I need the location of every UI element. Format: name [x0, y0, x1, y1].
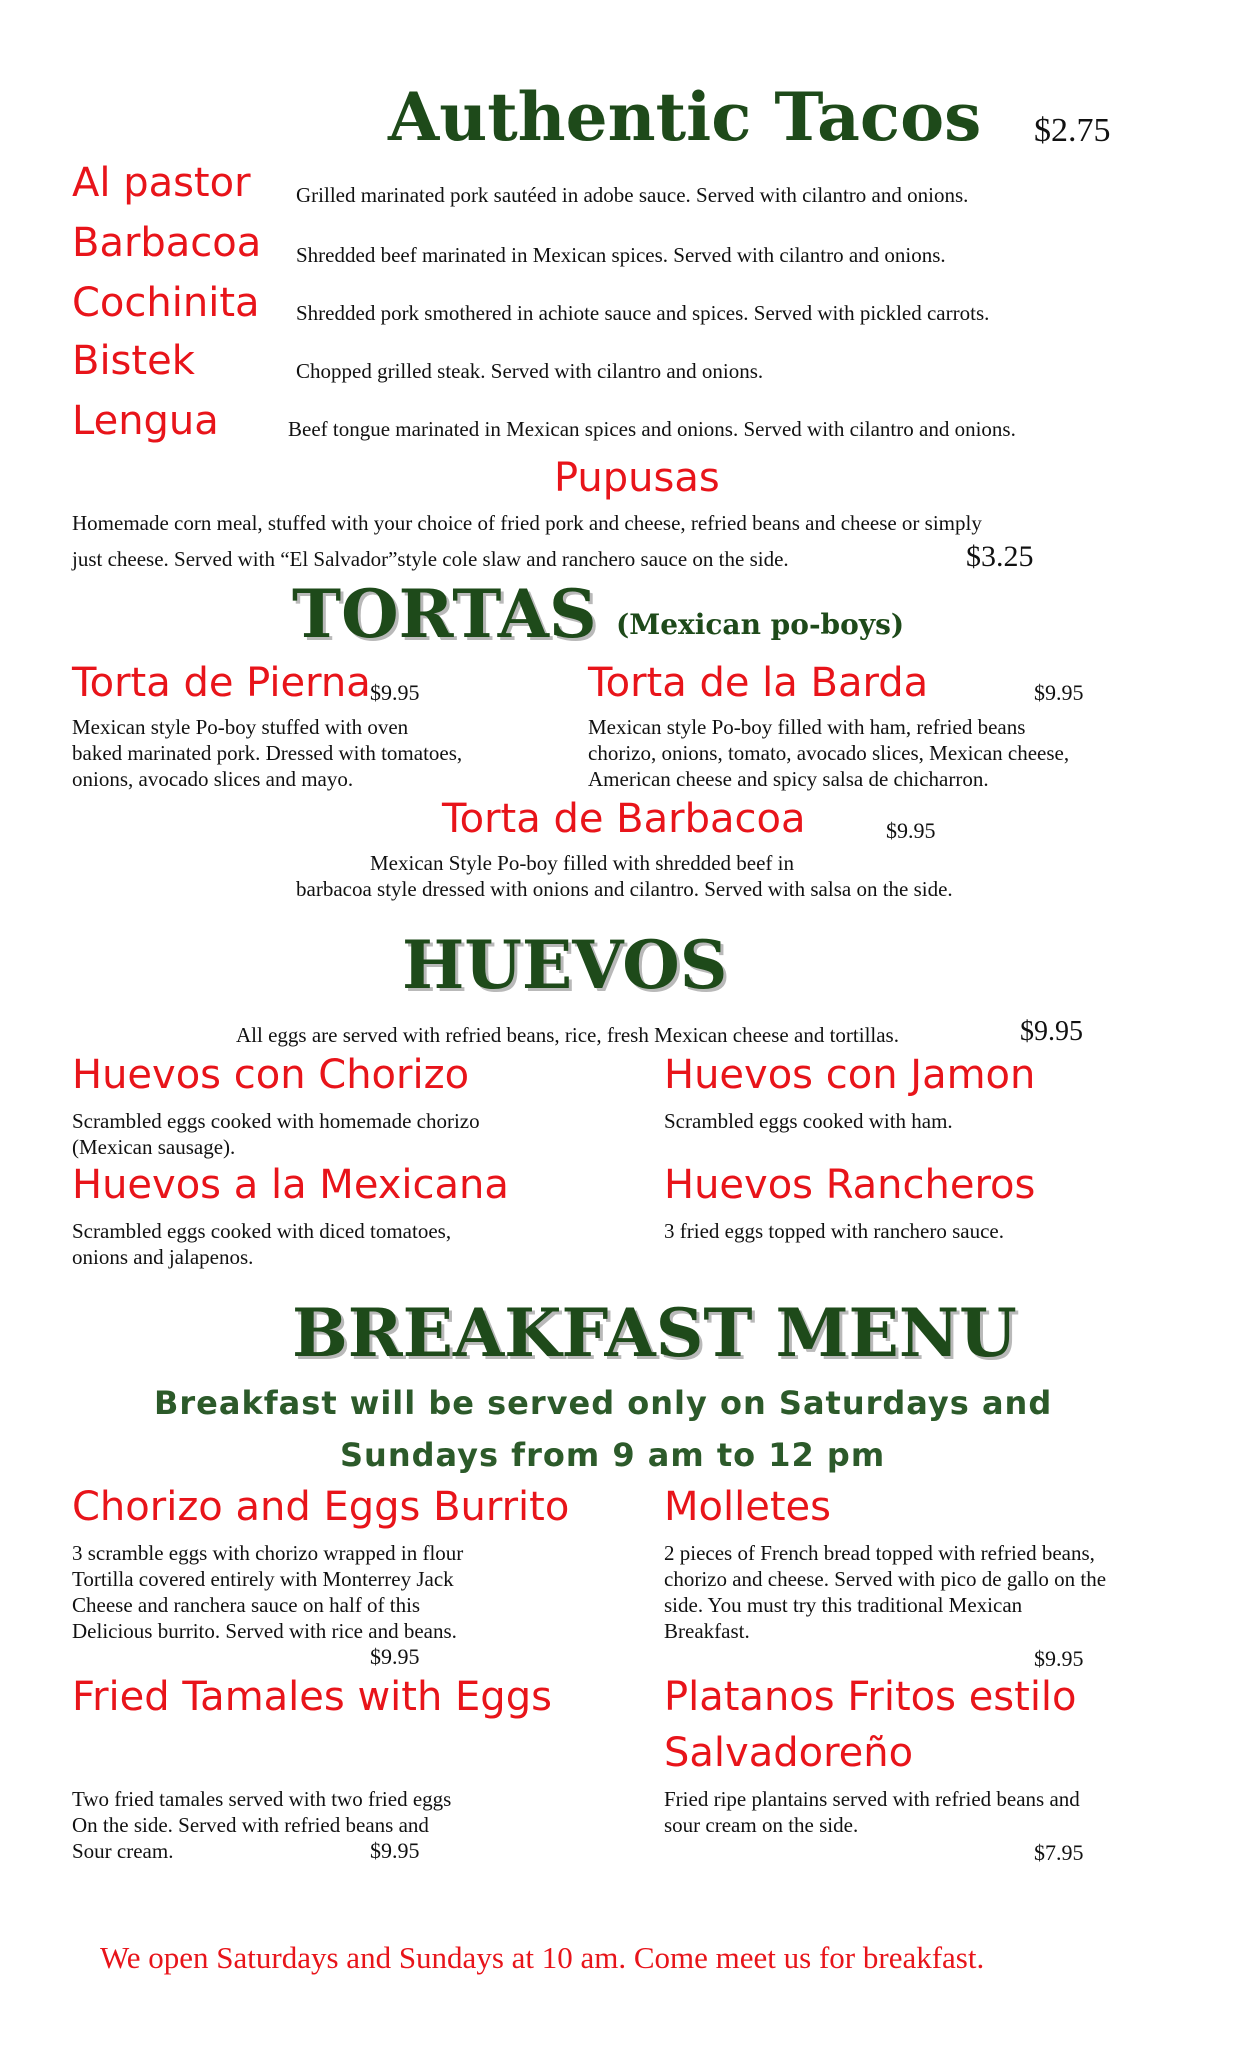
breakfast-name-platanos-1: Platanos Fritos estilo — [664, 1674, 1077, 1720]
taco-desc-bistek: Chopped grilled steak. Served with cilantro and onions. — [296, 359, 764, 383]
huevos-name-chorizo: Huevos con Chorizo — [72, 1052, 470, 1098]
huevos-name-jamon: Huevos con Jamon — [664, 1052, 1036, 1098]
huevos-note: All eggs are served with refried beans, rice, fresh Mexican cheese and tortillas. — [236, 1023, 899, 1047]
torta-price-pierna: $9.95 — [370, 680, 420, 705]
breakfast-desc-platanos-1: Fried ripe plantains served with refried beans and — [664, 1787, 1080, 1811]
huevos-desc-rancheros-1: 3 fried eggs topped with ranchero sauce. — [664, 1219, 1004, 1243]
pupusas-price: $3.25 — [966, 540, 1034, 573]
breakfast-note-line2: Sundays from 9 am to 12 pm — [340, 1436, 886, 1474]
pupusas-desc-line2: just cheese. Served with “El Salvador”style cole slaw and ranchero sauce on the side. — [72, 547, 789, 571]
torta-name-barda: Torta de la Barda — [588, 660, 929, 706]
tortas-subtitle: (Mexican po-boys) — [616, 608, 905, 641]
taco-desc-lengua: Beef tongue marinated in Mexican spices and onions. Served with cilantro and onions. — [288, 417, 1016, 441]
breakfast-desc-molletes-2: chorizo and cheese. Served with pico de gallo on the — [664, 1567, 1107, 1591]
breakfast-name-molletes: Molletes — [664, 1484, 831, 1530]
breakfast-desc-molletes-1: 2 pieces of French bread topped with refried beans, — [664, 1541, 1095, 1565]
tortas-title: TORTAS — [292, 575, 597, 653]
footer-note: We open Saturdays and Sundays at 10 am. Come meet us for breakfast. — [100, 1940, 985, 1975]
breakfast-desc-tamales-3: Sour cream. — [72, 1839, 174, 1863]
tacos-title: Authentic Tacos — [388, 78, 982, 156]
breakfast-price-platanos: $7.95 — [1034, 1840, 1084, 1865]
torta-price-barbacoa: $9.95 — [886, 818, 936, 843]
huevos-name-mexicana: Huevos a la Mexicana — [72, 1162, 509, 1208]
breakfast-name-burrito: Chorizo and Eggs Burrito — [72, 1484, 570, 1530]
taco-name-lengua: Lengua — [72, 398, 219, 444]
taco-desc-al-pastor: Grilled marinated pork sautéed in adobe sauce. Served with cilantro and onions. — [296, 183, 969, 207]
breakfast-price-tamales: $9.95 — [370, 1838, 420, 1863]
breakfast-desc-tamales-1: Two fried tamales served with two fried eggs — [72, 1787, 452, 1811]
huevos-desc-chorizo-2: (Mexican sausage). — [72, 1135, 236, 1159]
breakfast-desc-molletes-4: Breakfast. — [664, 1619, 750, 1643]
huevos-desc-mexicana-2: onions and jalapenos. — [72, 1245, 254, 1269]
torta-name-barbacoa: Torta de Barbacoa — [442, 796, 806, 842]
huevos-desc-chorizo-1: Scrambled eggs cooked with homemade chorizo — [72, 1109, 480, 1133]
torta-desc-barbacoa-2: barbacoa style dressed with onions and cilantro. Served with salsa on the side. — [296, 877, 953, 901]
breakfast-desc-burrito-3: Cheese and ranchera sauce on half of this — [72, 1593, 421, 1617]
torta-desc-barda-1: Mexican style Po-boy filled with ham, refried beans — [588, 715, 1026, 739]
torta-desc-barbacoa-1: Mexican Style Po-boy filled with shredded beef in — [370, 851, 794, 875]
huevos-title: HUEVOS — [402, 926, 728, 1004]
tacos-price: $2.75 — [1034, 112, 1111, 149]
torta-desc-barda-3: American cheese and spicy salsa de chicharron. — [588, 767, 989, 791]
breakfast-desc-tamales-2: On the side. Served with refried beans and — [72, 1813, 429, 1837]
pupusas-name: Pupusas — [554, 455, 720, 501]
taco-name-barbacoa: Barbacoa — [72, 220, 262, 266]
torta-desc-barda-2: chorizo, onions, tomato, avocado slices, Mexican cheese, — [588, 741, 1070, 765]
breakfast-desc-platanos-2: sour cream on the side. — [664, 1813, 859, 1837]
breakfast-price-molletes: $9.95 — [1034, 1646, 1084, 1671]
taco-name-al-pastor: Al pastor — [72, 160, 251, 206]
breakfast-desc-burrito-1: 3 scramble eggs with chorizo wrapped in flour — [72, 1541, 464, 1565]
breakfast-desc-molletes-3: side. You must try this traditional Mexican — [664, 1593, 1023, 1617]
breakfast-desc-burrito-2: Tortilla covered entirely with Monterrey Jack — [72, 1567, 454, 1591]
breakfast-name-platanos-2: Salvadoreño — [664, 1730, 914, 1776]
torta-desc-pierna-3: onions, avocado slices and mayo. — [72, 767, 354, 791]
torta-desc-pierna-1: Mexican style Po-boy stuffed with oven — [72, 715, 409, 739]
huevos-name-rancheros: Huevos Rancheros — [664, 1162, 1036, 1208]
huevos-price: $9.95 — [1020, 1016, 1083, 1047]
breakfast-name-tamales: Fried Tamales with Eggs — [72, 1674, 552, 1720]
pupusas-desc-line1: Homemade corn meal, stuffed with your choice of fried pork and cheese, refried beans and cheese or simply — [72, 511, 982, 535]
torta-name-pierna: Torta de Pierna — [72, 660, 371, 706]
torta-price-barda: $9.95 — [1034, 680, 1084, 705]
taco-name-cochinita: Cochinita — [72, 280, 260, 326]
huevos-desc-jamon-1: Scrambled eggs cooked with ham. — [664, 1109, 953, 1133]
breakfast-title: BREAKFAST MENU — [292, 1294, 1017, 1372]
taco-name-bistek: Bistek — [72, 338, 195, 384]
breakfast-price-burrito: $9.95 — [370, 1644, 420, 1669]
breakfast-desc-burrito-4: Delicious burrito. Served with rice and beans. — [72, 1619, 457, 1643]
breakfast-note-line1: Breakfast will be served only on Saturdays and — [154, 1384, 1053, 1422]
huevos-desc-mexicana-1: Scrambled eggs cooked with diced tomatoes, — [72, 1219, 452, 1243]
taco-desc-cochinita: Shredded pork smothered in achiote sauce and spices. Served with pickled carrots. — [296, 301, 990, 325]
torta-desc-pierna-2: baked marinated pork. Dressed with tomatoes, — [72, 741, 463, 765]
taco-desc-barbacoa: Shredded beef marinated in Mexican spices. Served with cilantro and onions. — [296, 243, 946, 267]
